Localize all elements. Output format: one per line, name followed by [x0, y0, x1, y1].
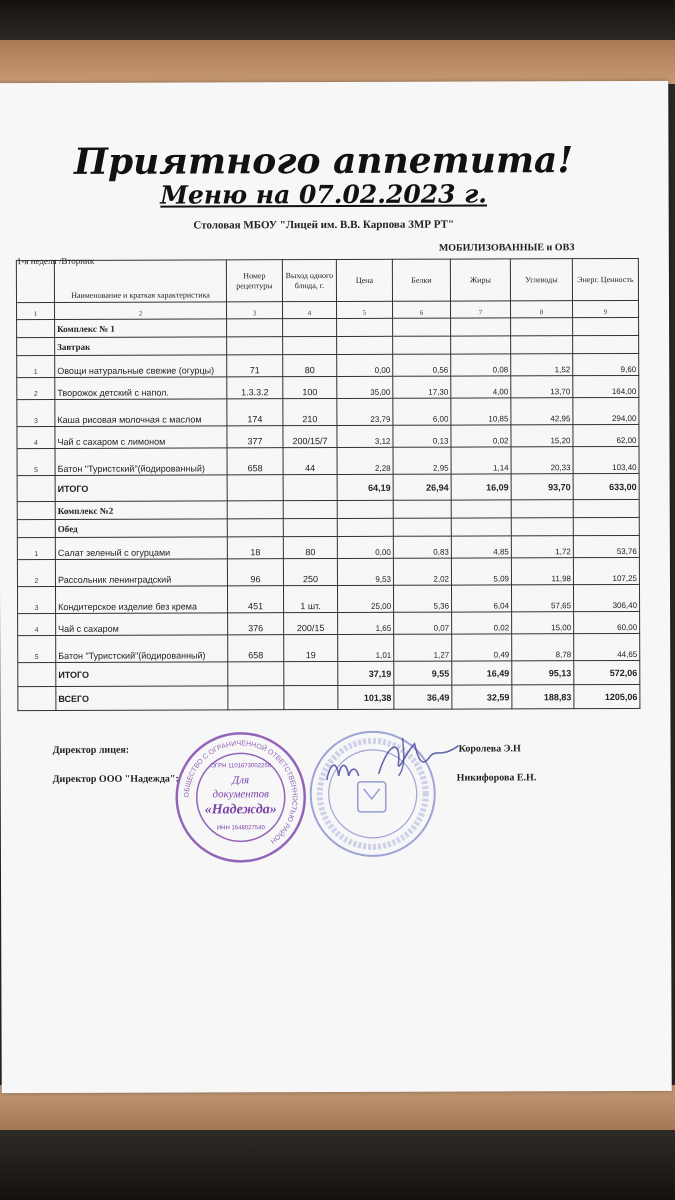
- table-row: [18, 633, 640, 662]
- total-label: ИТОГО: [55, 475, 227, 502]
- price: 1,01: [338, 634, 394, 661]
- menu-sheet: [0, 81, 672, 1093]
- carbs: 15,20: [511, 425, 573, 447]
- energy: 164,00: [573, 375, 639, 397]
- row-index: 4: [18, 613, 56, 635]
- wooden-board-top: [0, 40, 675, 84]
- row-index: 4: [17, 426, 55, 448]
- price: 1,65: [338, 612, 394, 634]
- row-index: 2: [17, 377, 55, 399]
- table-row: [17, 557, 639, 586]
- total-row-1: [17, 473, 639, 501]
- price: 25,00: [337, 585, 393, 612]
- stamp-ring-text: ОБЩЕСТВО С ОГРАНИЧЕННОЙ ОТВЕТСТВЕННОСТЬЮ РАЙОН: [183, 740, 298, 845]
- company-stamp: [170, 727, 310, 867]
- dish-name: Каша рисовая молочная с маслом: [55, 399, 227, 427]
- dish-name: Салат зеленый с огурцами: [55, 537, 227, 560]
- carbs: 57,65: [511, 585, 573, 612]
- column-number: 6: [393, 301, 451, 318]
- total-energy: 633,00: [573, 473, 639, 499]
- background-top: [0, 0, 675, 40]
- grand-total-label: ВСЕГО: [56, 686, 228, 711]
- protein: 2,02: [393, 558, 451, 585]
- table-header-row: [16, 258, 638, 302]
- fat: 0,02: [452, 612, 512, 634]
- column-number: 3: [227, 302, 283, 319]
- price: 2,28: [337, 447, 393, 474]
- row-index: 3: [17, 399, 55, 426]
- header-name: Наименование и краткая характеристика: [54, 260, 226, 303]
- header-recipe: Номер рецептуры: [226, 260, 282, 302]
- recipe-number: 658: [227, 448, 283, 475]
- energy: 107,25: [573, 557, 639, 584]
- energy: 103,40: [573, 446, 639, 473]
- grand-total-energy: 1205,06: [574, 684, 640, 708]
- canteen-name: Столовая МБОУ "Лицей им. В.В. Карпова ЗМР РТ": [193, 218, 455, 232]
- recipe-number: 377: [227, 426, 283, 448]
- energy: 53,76: [573, 535, 639, 557]
- row-index: 1: [17, 537, 55, 559]
- total-protein: 9,55: [394, 661, 452, 685]
- protein: 0,56: [393, 354, 451, 376]
- energy: 294,00: [573, 397, 639, 424]
- carbs: 13,70: [511, 376, 573, 398]
- total-price: 37,19: [338, 661, 394, 685]
- company-director-name: Никифорова Е.Н.: [456, 772, 537, 784]
- recipe-number: 1.3.3.2: [227, 377, 283, 399]
- director-label: Директор лицея:: [52, 744, 130, 756]
- stamp-line-3: «Надежда»: [204, 802, 277, 818]
- header-protein: Белки: [392, 259, 450, 301]
- stamp-line-1: Для: [232, 774, 250, 787]
- price: 9,53: [337, 558, 393, 585]
- row-index: 3: [17, 586, 55, 613]
- table-row: [17, 397, 639, 426]
- background-bottom: [0, 1130, 675, 1200]
- total-label: ИТОГО: [56, 662, 228, 687]
- category-label: МОБИЛИЗОВАННЫЕ и ОВЗ: [438, 242, 575, 254]
- price: 0,00: [337, 354, 393, 376]
- column-number: 8: [511, 301, 573, 318]
- total-row-2: [18, 660, 640, 686]
- company-director-label: Директор ООО "Надежда":: [52, 773, 179, 785]
- dish-name: Батон "Туристский"(йодированный): [56, 635, 228, 663]
- fat: 4,00: [451, 376, 511, 398]
- recipe-number: 174: [227, 399, 283, 426]
- complex-2-label: Комплекс №2: [55, 501, 227, 520]
- stamp-inn: ИНН 1648027540: [216, 825, 265, 832]
- recipe-number: 96: [227, 559, 283, 586]
- row-index: 5: [17, 448, 55, 475]
- price: 23,79: [337, 398, 393, 425]
- energy: 9,60: [573, 353, 639, 375]
- protein: 2,95: [393, 447, 451, 474]
- fat: 0,02: [451, 425, 511, 447]
- energy: 44,65: [574, 633, 640, 660]
- price: 35,00: [337, 376, 393, 398]
- recipe-number: 18: [227, 537, 283, 559]
- menu-date-heading: Меню на 07.02.2023 г.: [160, 179, 488, 210]
- table-row: [17, 375, 639, 399]
- grand-total-protein: 36,49: [394, 685, 452, 709]
- column-number-row: [17, 300, 639, 319]
- grand-total-row: [18, 684, 640, 710]
- protein: 1,27: [394, 634, 452, 661]
- header-price: Цена: [336, 259, 392, 301]
- protein: 17,30: [393, 376, 451, 398]
- protein: 5,36: [393, 585, 451, 612]
- dish-name: Творожок детский с напол.: [55, 377, 227, 400]
- row-index: 2: [17, 559, 55, 586]
- recipe-number: 71: [227, 355, 283, 377]
- stamp-ogrn: ОГРН 1101673002250: [210, 763, 272, 770]
- carbs: 1,72: [511, 536, 573, 558]
- complex-1-row: [17, 317, 639, 337]
- energy: 306,40: [573, 584, 639, 611]
- portion: 80: [283, 354, 337, 376]
- carbs: 20,33: [511, 447, 573, 474]
- protein: 0,83: [393, 536, 451, 558]
- fat: 6,04: [451, 585, 511, 612]
- total-carbs: 93,70: [511, 474, 573, 500]
- protein: 6,00: [393, 398, 451, 425]
- week-label: 1-я неделя /Вторник: [16, 255, 95, 267]
- carbs: 11,98: [511, 558, 573, 585]
- portion: 200/15: [284, 612, 338, 634]
- protein: 0,07: [394, 612, 452, 634]
- header-carbs: Углеводы: [510, 259, 572, 301]
- table-row: [17, 424, 639, 448]
- grand-total-fat: 32,59: [452, 685, 512, 709]
- price: 0,00: [337, 536, 393, 558]
- row-index: 5: [18, 635, 56, 662]
- fat: 5,09: [451, 558, 511, 585]
- total-protein: 26,94: [393, 474, 451, 500]
- menu-table: [16, 255, 641, 711]
- column-number: 9: [573, 300, 639, 317]
- carbs: 1,52: [511, 354, 573, 376]
- complex-1-label: Комплекс № 1: [55, 319, 227, 338]
- fat: 1,14: [451, 447, 511, 474]
- total-energy: 572,06: [574, 660, 640, 684]
- grand-total-price: 101,38: [338, 685, 394, 709]
- complex-2-row: [17, 499, 639, 519]
- dish-name: Чай с сахаром с лимоном: [55, 426, 227, 449]
- carbs: 42,95: [511, 398, 573, 425]
- column-number: 1: [17, 302, 55, 319]
- total-fat: 16,09: [451, 474, 511, 500]
- portion: 210: [283, 398, 337, 425]
- dish-name: Рассольник ленинградский: [55, 559, 227, 587]
- header-portion: Выход одного блюда, г.: [282, 259, 336, 301]
- column-number: 2: [55, 302, 227, 320]
- table-row: [17, 535, 639, 559]
- protein: 0,13: [393, 425, 451, 447]
- column-number: 7: [451, 301, 511, 318]
- breakfast-row: [17, 335, 639, 355]
- header-fat: Жиры: [450, 259, 510, 301]
- recipe-number: 376: [228, 613, 284, 635]
- header-index: [16, 260, 54, 302]
- grand-total-carbs: 188,83: [512, 685, 574, 709]
- fat: 0,49: [452, 634, 512, 661]
- column-number: 4: [283, 301, 337, 318]
- fat: 4,85: [451, 536, 511, 558]
- portion: 1 шт.: [283, 585, 337, 612]
- meal-lunch-label: Обед: [55, 519, 227, 538]
- portion: 19: [284, 634, 338, 661]
- fat: 10,85: [451, 398, 511, 425]
- energy: 62,00: [573, 424, 639, 446]
- director-signature: [319, 732, 469, 793]
- lunch-row: [17, 517, 639, 537]
- total-price: 64,19: [337, 474, 393, 500]
- portion: 250: [283, 558, 337, 585]
- carbs: 8,78: [512, 634, 574, 661]
- table-row: [17, 584, 639, 613]
- total-fat: 16,49: [452, 661, 512, 685]
- recipe-number: 658: [228, 635, 284, 662]
- dish-name: Овощи натуральные свежие (огурцы): [55, 355, 227, 378]
- director-name: Королева Э.Н: [458, 743, 521, 755]
- column-number: 5: [337, 301, 393, 318]
- row-index: 1: [17, 355, 55, 377]
- energy: 60,00: [574, 611, 640, 633]
- table-row: [18, 611, 640, 635]
- portion: 80: [283, 536, 337, 558]
- dish-name: Чай с сахаром: [56, 613, 228, 636]
- portion: 44: [283, 447, 337, 474]
- table-row: [17, 353, 639, 377]
- portion: 100: [283, 376, 337, 398]
- page-title: Приятного аппетита!: [73, 139, 574, 183]
- fat: 0,08: [451, 354, 511, 376]
- carbs: 15,00: [512, 612, 574, 634]
- dish-name: Батон "Туристский"(йодированный): [55, 448, 227, 476]
- header-energy: Энерг. Ценность: [572, 258, 638, 300]
- table-row: [17, 446, 639, 475]
- total-carbs: 95,13: [512, 661, 574, 685]
- stamp-line-2: документов: [212, 788, 269, 801]
- meal-breakfast-label: Завтрак: [55, 337, 227, 356]
- dish-name: Кондитерское изделие без крема: [55, 586, 227, 614]
- recipe-number: 451: [227, 586, 283, 613]
- portion: 200/15/7: [283, 425, 337, 447]
- price: 3,12: [337, 425, 393, 447]
